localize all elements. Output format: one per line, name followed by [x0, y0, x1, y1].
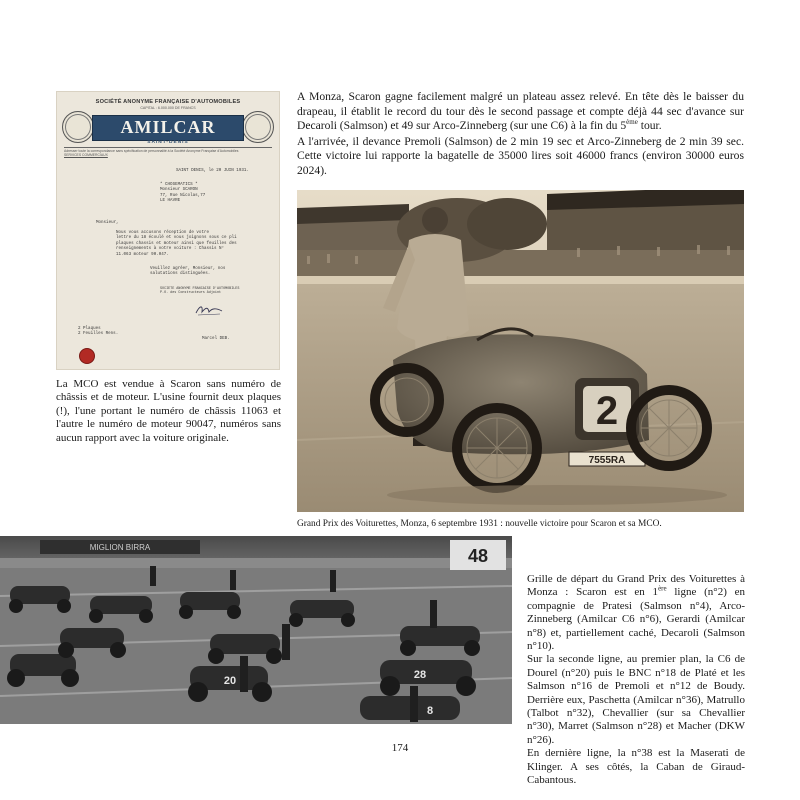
red-seal-icon	[80, 349, 94, 363]
grid-board-number: 48	[467, 546, 489, 566]
caption-race-photo: Grand Prix des Voiturettes, Monza, 6 septembre 1931 : nouvelle victoire pour Scaron et sa MCO.	[297, 519, 662, 529]
race-photo	[297, 190, 744, 512]
letter-closing: Veuillez agréer, Monsieur, nos salutations distinguées.	[150, 267, 226, 277]
grid-p1-text: Grille de départ du Grand Prix des Voiturettes à Monza : Scaron est en 1	[527, 573, 745, 599]
amilcar-letter-image	[56, 91, 280, 370]
main-paragraph-2: A l'arrivée, il devance Premoli (Salmson) de 2 min 19 sec et Arco-Zinneberg de 2 min 39 sec. Cette victoire lui rapporte la bagatelle de 35000 lires soit 46000 francs (environ 30000 euros 2024).	[297, 134, 744, 177]
letter-date: SAINT DENIS, le 20 JUIN 1931.	[176, 169, 249, 173]
letter-city: SAINT-DENIS	[147, 140, 189, 145]
signature-icon	[194, 303, 224, 317]
medal-right-icon	[242, 111, 274, 143]
main-text	[297, 90, 744, 180]
letter-body: Nous vous accusons réception de votre lettre du 18 écoulé et vous joignons sous ce pli plaques chassis et moteur ainsi que feuilles des renseignements à votre voiture : Chassis N° 11.063 moteur 90.047.	[116, 231, 237, 257]
letter-stamp: SOCIETE ANONYME FRANCAISE D'AUTOMOBILES P.O. des Constructeurs Adjoint	[160, 287, 240, 296]
caption-starting-grid	[527, 573, 745, 788]
letter-notice	[64, 149, 272, 157]
license-plate: 7555RA	[588, 455, 626, 466]
medal-left-icon	[62, 111, 94, 143]
letter-logo-band	[92, 115, 244, 141]
car-number: 2	[595, 389, 619, 433]
grid-p1-sup: ère	[658, 584, 667, 593]
page-number: 174	[391, 742, 409, 754]
amilcar-logo: AMILCAR	[120, 117, 216, 137]
grid-car-number-8: 8	[426, 705, 434, 717]
grid-paragraph-3: En dernière ligne, la n°38 est la Maserati de Klinger. A ses côtés, la Caban de Giraud-Cabantous.	[527, 747, 745, 787]
main-p1-end: tour.	[637, 119, 662, 133]
caption-letter: La MCO est vendue à Scaron sans numéro de châssis et de moteur. L'usine fournit deux plaques (!), l'une portant le numéro de châssis 11063 et l'autre le numéro de moteur 90047, numéros sans aucun rapport avec la voiture originale.	[56, 378, 281, 444]
main-paragraph-1	[297, 90, 744, 134]
letter-rule	[64, 147, 272, 148]
letter-salutation: Monsieur,	[96, 221, 119, 225]
starting-grid-photo	[0, 536, 512, 724]
letter-reference: Marcel DEB.	[202, 337, 230, 341]
main-p1-text: A Monza, Scaron gagne facilement malgré un plateau assez relevé. En tête dès le baisser du drapeau, il établit le record du tour dès le second passage et compte déjà 44 sec d'avance sur Decaroli (Salmson) et 49 sur Arco-Zinneberg (sur une C6) à la fin du 5	[297, 90, 744, 133]
letter-enclosures: 2 Plaques 2 Feuilles Rens.	[78, 327, 119, 337]
grid-car-number-28: 28	[413, 669, 427, 681]
grid-p1-end: ligne (n°2) en compagnie de Pratesi (Salmson n°4), Arco-Zinneberg (Amilcar C6 n°6), Gerardi (Amilcar n°8) et, partiellement caché, Decaroli (Salmson n°10).	[527, 586, 745, 653]
letter-notice-text: Adresser toute la correspondance sans spécification de personnalité à la Société Anonyme Française d'Automobiles	[64, 149, 239, 153]
letter-recipient: * CHOSEMATICS * Monsieur SCARON 77, Rue Nicolas,77 LE HAVRE	[160, 183, 206, 204]
grid-car-number-20: 20	[223, 675, 237, 687]
grid-paragraph-2: Sur la seconde ligne, au premier plan, la C6 de Dourel (n°20) puis le BNC n°18 de Platé et les Salmson n°16 de Premoli et n°12 de Boudy. Derrière eux, Paschetta (Amilcar n°36), Matrullo (Talbot n°32), Chevallier (sur sa Chevallier n°30), Marret (Salmson n°28) et Macher (DKW n°26).	[527, 653, 745, 746]
letter-service: SERVICES COMMERCIAUX	[64, 153, 108, 157]
grid-paragraph-1	[527, 573, 745, 653]
letter-capital: CAPITAL : 6.000.000 DE FRANCS	[140, 106, 196, 110]
grid-banner: MIGLION BIRRA	[89, 543, 151, 552]
main-p1-sup: ème	[626, 118, 638, 127]
letter-company-name: SOCIÉTÉ ANONYME FRANÇAISE D'AUTOMOBILES	[95, 99, 241, 105]
